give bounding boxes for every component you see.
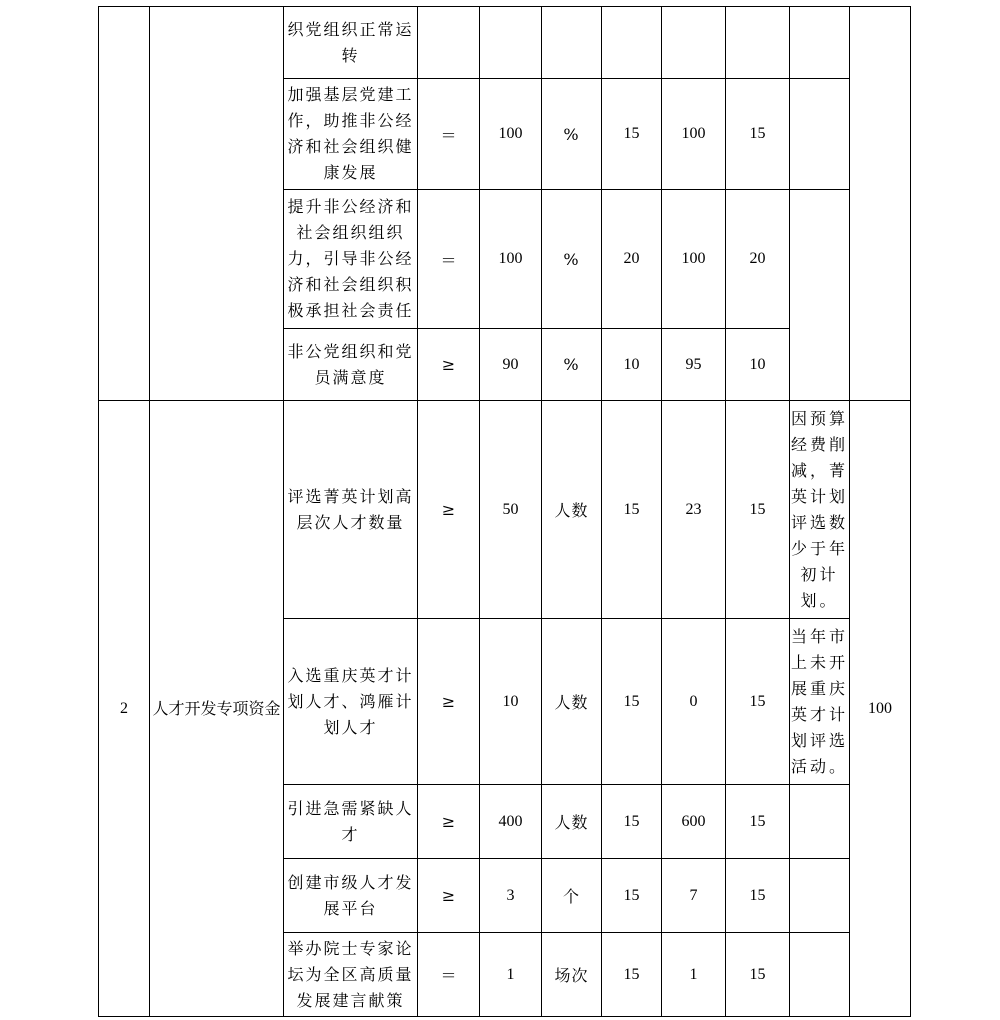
- score-cell: [726, 7, 790, 79]
- target-cell: 90: [480, 329, 542, 401]
- operator-cell: ≥: [418, 859, 480, 933]
- weight-cell: 10: [602, 329, 662, 401]
- indicator-cell: 举办院士专家论坛为全区高质量发展建言献策: [284, 933, 418, 1017]
- target-cell: 50: [480, 401, 542, 619]
- prev-project-no-cell: [99, 7, 150, 401]
- actual-cell: [662, 7, 726, 79]
- indicator-cell: 引进急需紧缺人才: [284, 785, 418, 859]
- indicator-cell: 提升非公经济和社会组织组织力，引导非公经济和社会组织积极承担社会责任: [284, 190, 418, 329]
- weight-cell: 15: [602, 401, 662, 619]
- score-cell: 15: [726, 785, 790, 859]
- unit-cell: [542, 7, 602, 79]
- unit-cell: 人数: [542, 401, 602, 619]
- actual-cell: 7: [662, 859, 726, 933]
- operator-cell: ≥: [418, 401, 480, 619]
- note-cell: [790, 190, 850, 401]
- unit-cell: 个: [542, 859, 602, 933]
- indicator-cell: 创建市级人才发展平台: [284, 859, 418, 933]
- score-cell: 20: [726, 190, 790, 329]
- indicator-cell: 评选菁英计划高层次人才数量: [284, 401, 418, 619]
- operator-cell: [418, 7, 480, 79]
- target-cell: 3: [480, 859, 542, 933]
- project-no-cell: 2: [99, 401, 150, 1017]
- performance-table: [98, 6, 911, 1017]
- unit-cell: 人数: [542, 619, 602, 785]
- indicator-cell: 加强基层党建工作，助推非公经济和社会组织健康发展: [284, 79, 418, 190]
- note-cell: 因预算经费削减，菁英计划评选数少于年初计划。: [790, 401, 850, 619]
- unit-cell: 人数: [542, 785, 602, 859]
- score-cell: 15: [726, 79, 790, 190]
- table-row: [99, 401, 911, 619]
- indicator-cell: 织党组织正常运转: [284, 7, 418, 79]
- actual-cell: 0: [662, 619, 726, 785]
- weight-cell: 15: [602, 933, 662, 1017]
- unit-cell: %: [542, 329, 602, 401]
- operator-cell: ＝: [418, 190, 480, 329]
- note-cell: [790, 79, 850, 190]
- operator-cell: ＝: [418, 933, 480, 1017]
- weight-cell: 15: [602, 859, 662, 933]
- operator-cell: ≥: [418, 329, 480, 401]
- operator-cell: ≥: [418, 619, 480, 785]
- weight-cell: 15: [602, 79, 662, 190]
- score-cell: 15: [726, 401, 790, 619]
- indicator-cell: 非公党组织和党员满意度: [284, 329, 418, 401]
- note-cell: 当年市上未开展重庆英才计划评选活动。: [790, 619, 850, 785]
- score-cell: 15: [726, 933, 790, 1017]
- weight-cell: 15: [602, 785, 662, 859]
- target-cell: 400: [480, 785, 542, 859]
- operator-cell: ＝: [418, 79, 480, 190]
- table-row: [99, 7, 911, 79]
- target-cell: 100: [480, 79, 542, 190]
- score-cell: 10: [726, 329, 790, 401]
- target-cell: [480, 7, 542, 79]
- actual-cell: 600: [662, 785, 726, 859]
- actual-cell: 100: [662, 79, 726, 190]
- prev-project-name-cell: [150, 7, 284, 401]
- total-score-cell: 100: [850, 401, 911, 1017]
- note-cell: [790, 933, 850, 1017]
- target-cell: 10: [480, 619, 542, 785]
- score-cell: 15: [726, 619, 790, 785]
- unit-cell: %: [542, 190, 602, 329]
- actual-cell: 100: [662, 190, 726, 329]
- prev-total-cell: [850, 7, 911, 401]
- note-cell: [790, 859, 850, 933]
- unit-cell: %: [542, 79, 602, 190]
- note-cell: [790, 785, 850, 859]
- weight-cell: 20: [602, 190, 662, 329]
- note-cell: [790, 7, 850, 79]
- actual-cell: 1: [662, 933, 726, 1017]
- target-cell: 100: [480, 190, 542, 329]
- actual-cell: 95: [662, 329, 726, 401]
- project-name-cell: 人才开发专项资金: [150, 401, 284, 1017]
- actual-cell: 23: [662, 401, 726, 619]
- score-cell: 15: [726, 859, 790, 933]
- target-cell: 1: [480, 933, 542, 1017]
- indicator-cell: 入选重庆英才计划人才、鸿雁计划人才: [284, 619, 418, 785]
- weight-cell: 15: [602, 619, 662, 785]
- unit-cell: 场次: [542, 933, 602, 1017]
- weight-cell: [602, 7, 662, 79]
- operator-cell: ≥: [418, 785, 480, 859]
